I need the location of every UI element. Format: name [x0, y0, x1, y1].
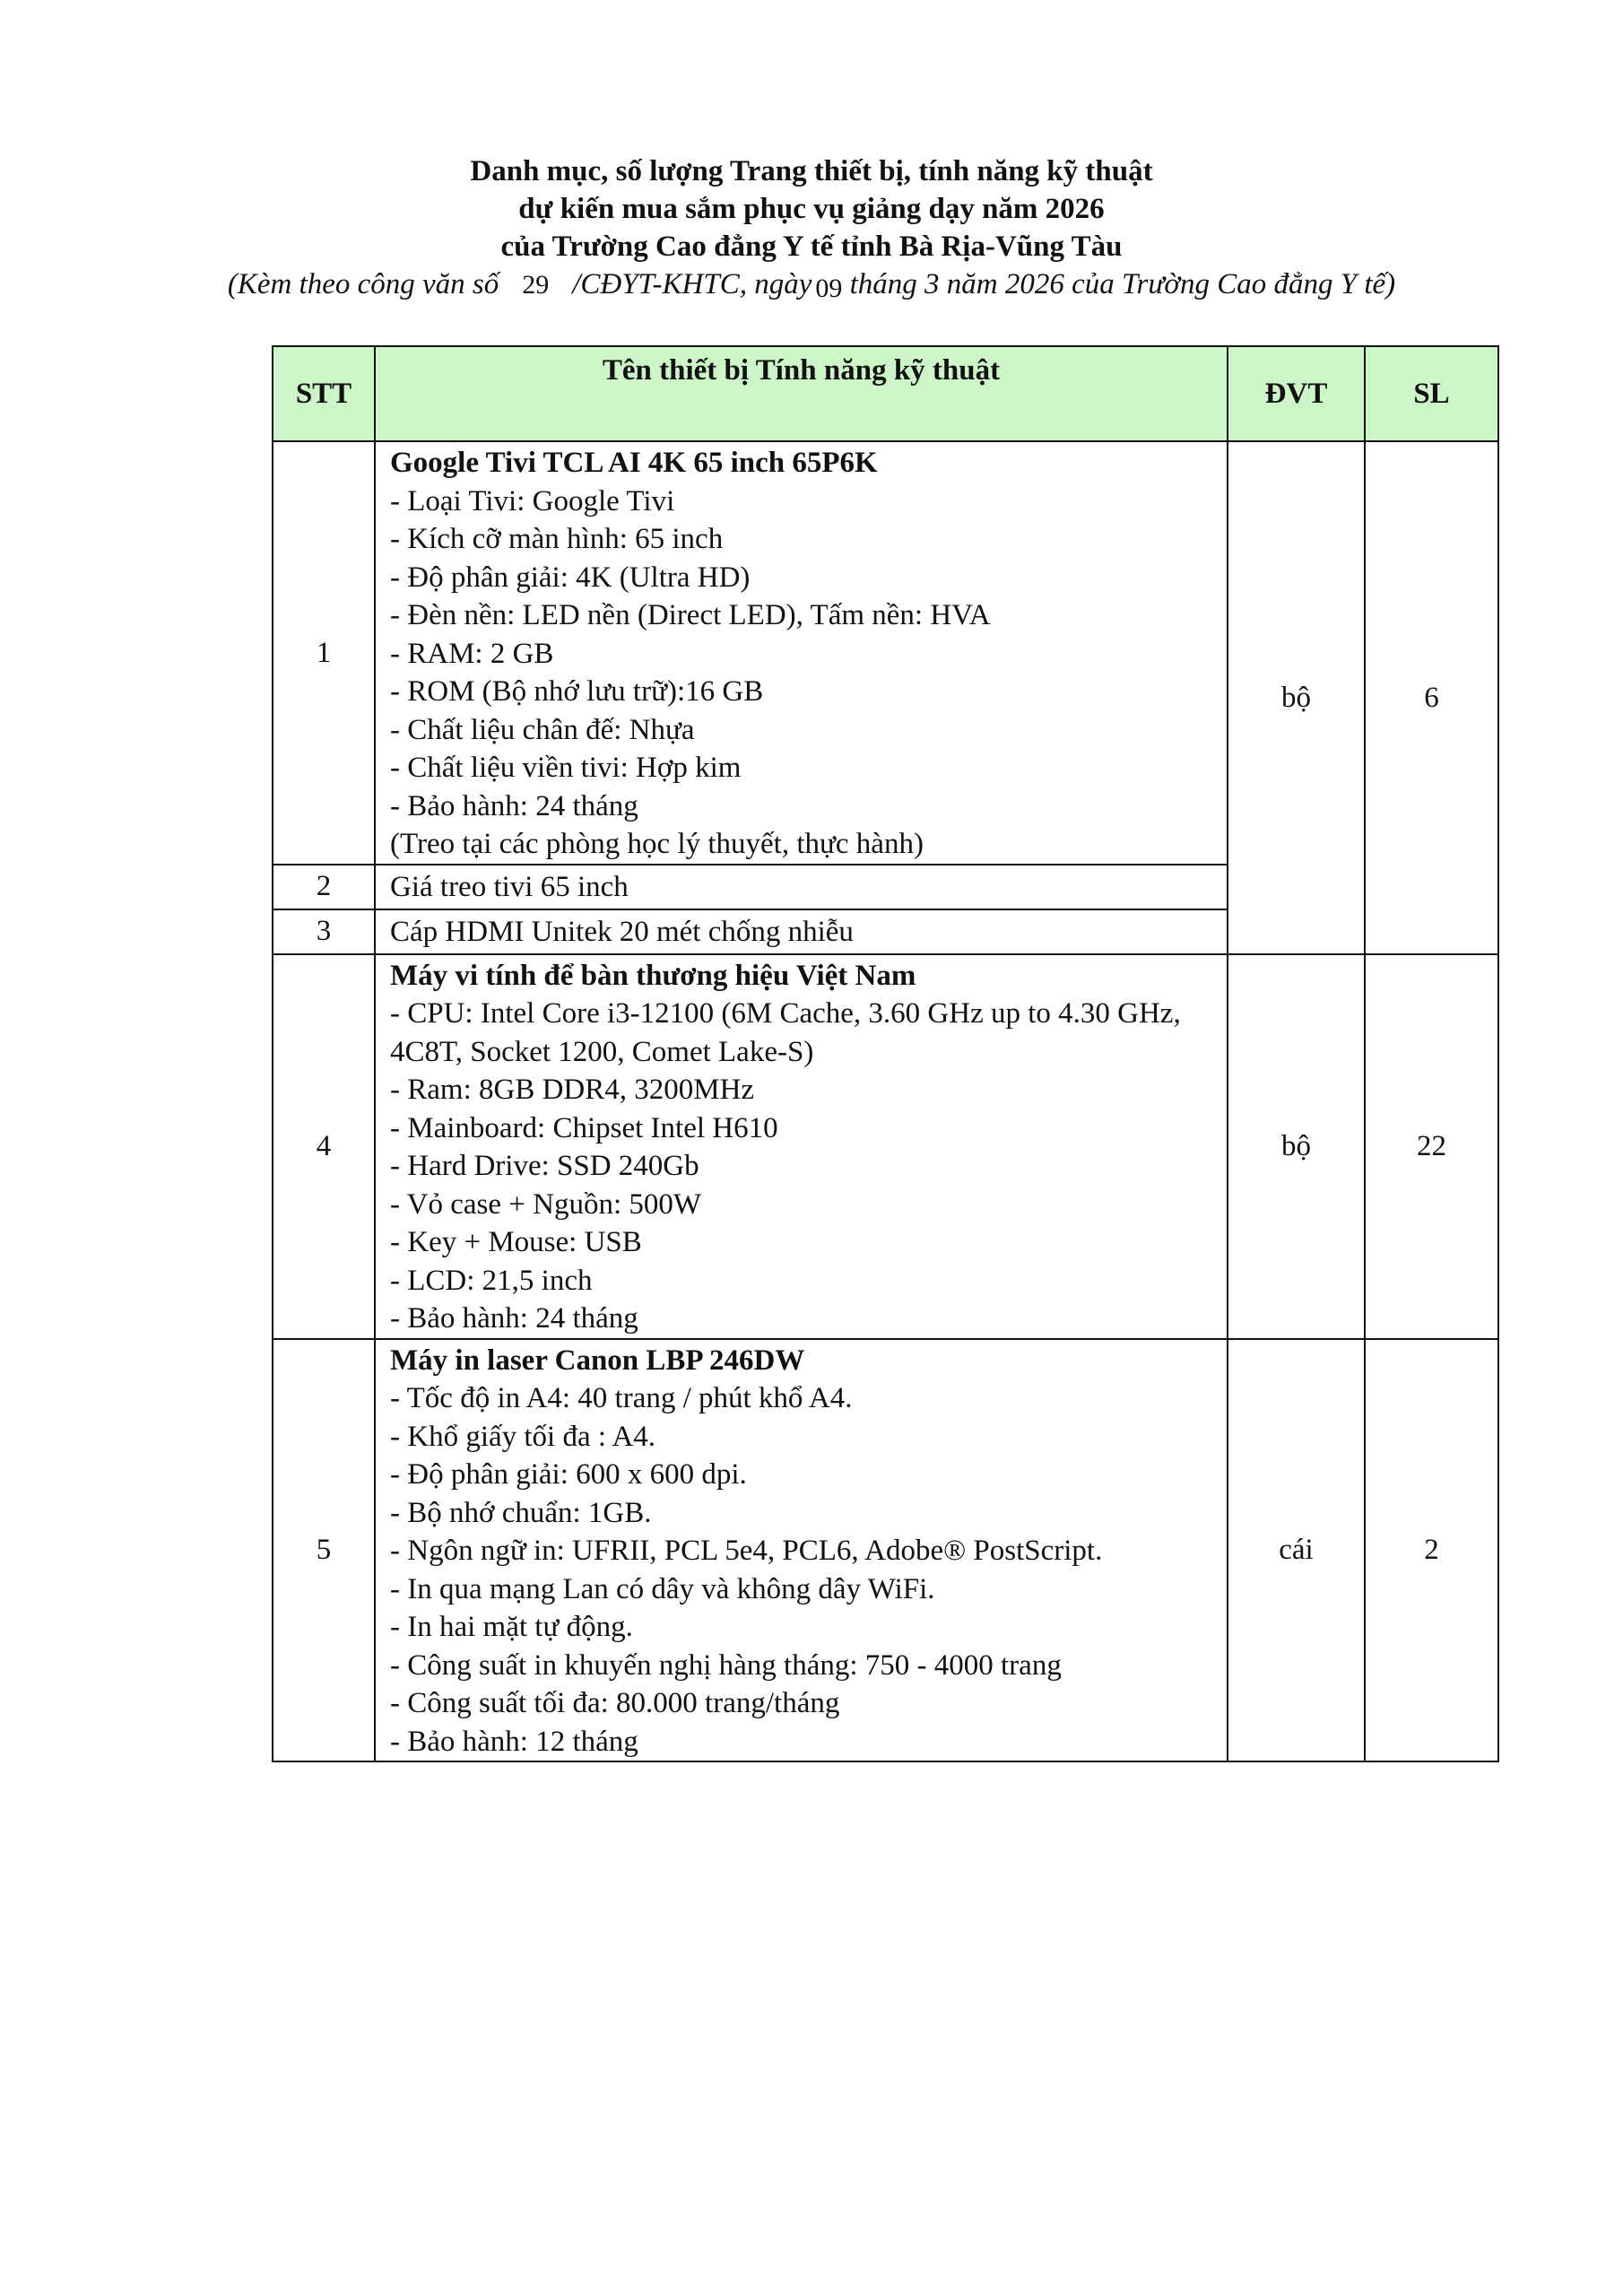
reference-suffix: tháng 3 năm 2026 của Trường Cao đẳng Y tế) — [849, 268, 1396, 300]
table-row — [273, 954, 1498, 1339]
row-qty: 22 — [1365, 954, 1498, 1339]
spec-line: - Hard Drive: SSD 240Gb — [390, 1150, 699, 1182]
row-description — [375, 1339, 1228, 1762]
row-qty: 6 — [1365, 441, 1498, 954]
row-description: Giá treo tivi 65 inch — [375, 865, 1228, 909]
spec-line: - Đèn nền: LED nền (Direct LED), Tấm nền: HVA — [390, 599, 991, 631]
spec-line: - Khổ giấy tối đa : A4. — [390, 1420, 656, 1453]
row-description: Cáp HDMI Unitek 20 mét chống nhiễu — [375, 909, 1228, 954]
item-title: Google Tivi TCL AI 4K 65 inch 65P6K — [390, 447, 878, 479]
spec-line: - Độ phân giải: 600 x 600 dpi. — [390, 1458, 747, 1491]
document-number: 29 — [522, 270, 550, 300]
reference-line — [0, 265, 1623, 304]
spec-line: - Công suất in khuyến nghị hàng tháng: 750 - 4000 trang — [390, 1648, 1062, 1682]
header-unit: ĐVT — [1228, 346, 1365, 441]
row-qty: 2 — [1365, 1339, 1498, 1762]
row-stt: 4 — [273, 954, 375, 1339]
spec-line: - Công suất tối đa: 80.000 trang/tháng — [390, 1687, 840, 1719]
spec-line: - ROM (Bộ nhớ lưu trữ):16 GB — [390, 675, 764, 708]
row-description — [375, 954, 1228, 1339]
item-title: Máy in laser Canon LBP 246DW — [390, 1344, 805, 1377]
spec-line: - Mainboard: Chipset Intel H610 — [390, 1111, 778, 1144]
equipment-table — [272, 345, 1499, 1762]
spec-line: (Treo tại các phòng học lý thuyết, thực hành) — [390, 828, 924, 860]
header-qty: SL — [1365, 346, 1498, 441]
spec-line: - Bảo hành: 24 tháng — [390, 789, 638, 822]
header-stt: STT — [273, 346, 375, 441]
document-day: 09 — [815, 274, 843, 303]
table-row — [273, 1339, 1498, 1762]
row-stt: 2 — [273, 865, 375, 909]
spec-line: - Vỏ case + Nguồn: 500W — [390, 1187, 702, 1221]
spec-line: - In qua mạng Lan có dây và không dây WiFi. — [390, 1572, 935, 1605]
document-header — [0, 152, 1623, 304]
item-title: Máy vi tính để bàn thương hiệu Việt Nam — [390, 959, 916, 992]
spec-line: - Bộ nhớ chuẩn: 1GB. — [390, 1496, 652, 1529]
row-stt: 5 — [273, 1339, 375, 1762]
row-stt: 3 — [273, 909, 375, 954]
spec-line: - Độ phân giải: 4K (Ultra HD) — [390, 561, 751, 594]
reference-middle: /CĐYT-KHTC, ngày — [572, 268, 812, 300]
row-unit: bộ — [1228, 954, 1365, 1339]
spec-line: - In hai mặt tự động. — [390, 1611, 633, 1643]
spec-line: - Loại Tivi: Google Tivi — [390, 484, 675, 517]
spec-line: - Chất liệu chân đế: Nhựa — [390, 713, 695, 746]
row-stt: 1 — [273, 441, 375, 865]
spec-line: - Tốc độ in A4: 40 trang / phút khổ A4. — [390, 1382, 853, 1414]
table-row — [273, 441, 1498, 865]
title-line-1: Danh mục, số lượng Trang thiết bị, tính năng kỹ thuật — [470, 155, 1153, 187]
title-line-2: dự kiến mua sắm phục vụ giảng dạy năm 2026 — [518, 193, 1105, 225]
reference-prefix: (Kèm theo công văn số — [227, 268, 499, 300]
spec-line: - CPU: Intel Core i3-12100 (6M Cache, 3.60 GHz up to 4.30 GHz, 4C8T, Socket 1200, Comet Lake-S) — [390, 997, 1181, 1068]
spec-line: - RAM: 2 GB — [390, 637, 554, 670]
header-name: Tên thiết bị Tính năng kỹ thuật — [375, 346, 1228, 441]
row-unit: bộ — [1228, 441, 1365, 954]
row-description — [375, 441, 1228, 865]
spec-line: - Kích cỡ màn hình: 65 inch — [390, 523, 724, 555]
spec-line: - Bảo hành: 12 tháng — [390, 1725, 638, 1758]
title-line-3: của Trường Cao đẳng Y tế tỉnh Bà Rịa-Vũng Tàu — [500, 230, 1123, 263]
spec-line: - Bảo hành: 24 tháng — [390, 1302, 638, 1335]
spec-line: - Ngôn ngữ in: UFRII, PCL 5e4, PCL6, Adobe® PostScript. — [390, 1535, 1103, 1567]
table-header-row — [273, 346, 1498, 441]
spec-line: - Ram: 8GB DDR4, 3200MHz — [390, 1074, 755, 1106]
spec-line: - LCD: 21,5 inch — [390, 1264, 593, 1297]
spec-line: - Chất liệu viền tivi: Hợp kim — [390, 752, 742, 784]
row-unit: cái — [1228, 1339, 1365, 1762]
spec-line: - Key + Mouse: USB — [390, 1226, 642, 1258]
